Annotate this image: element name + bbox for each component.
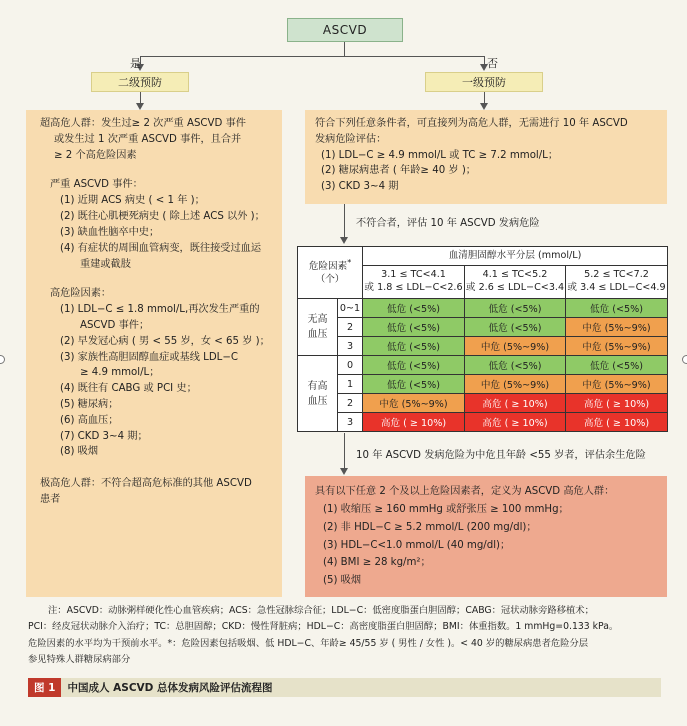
table-col-header: 4.1 ≤ TC<5.2 或 2.6 ≤ LDL−C<3.4 bbox=[465, 266, 566, 299]
left-line: (1) 近期 ACS 病史 ( < 1 年 )； bbox=[60, 195, 205, 207]
step2-text: 10 年 ASCVD 发病危险为中危且年龄 <55 岁者，评估余生危险 bbox=[356, 450, 646, 461]
table-corner-header: 危险因素* （个） bbox=[298, 247, 363, 299]
risk-cell: 低危 (<5%) bbox=[566, 299, 668, 318]
table-row bbox=[298, 413, 668, 432]
risk-factor-count: 2 bbox=[338, 318, 363, 337]
risk-factor-count: 3 bbox=[338, 337, 363, 356]
risk-cell: 高危 ( ≥ 10%) bbox=[566, 394, 668, 413]
connector-root bbox=[344, 42, 345, 56]
footnote bbox=[28, 603, 663, 668]
right-line: (3) CKD 3~4 期 bbox=[321, 181, 399, 193]
right-line: 发病危险评估： bbox=[315, 133, 387, 145]
red-line: (1) 收缩压 ≥ 160 mmHg 或舒张压 ≥ 100 mmHg； bbox=[323, 503, 569, 515]
red-line: (5) 吸烟 bbox=[323, 575, 362, 587]
red-line: (3) HDL−C<1.0 mmol/L (40 mg/dl)； bbox=[323, 539, 511, 551]
left-line: 高危险因素： bbox=[50, 288, 112, 300]
risk-cell: 低危 (<5%) bbox=[363, 356, 465, 375]
root-node: ASCVD bbox=[287, 18, 403, 42]
risk-factor-count: 1 bbox=[338, 375, 363, 394]
table-col-header: 3.1 ≤ TC<4.1 或 1.8 ≤ LDL−C<2.6 bbox=[363, 266, 465, 299]
connector-step1 bbox=[344, 204, 345, 240]
branch-no-label: 否 bbox=[487, 57, 498, 70]
left-line: (6) 高血压； bbox=[60, 414, 119, 426]
risk-cell: 低危 (<5%) bbox=[363, 318, 465, 337]
left-line: (7) CKD 3~4 期； bbox=[60, 430, 148, 442]
table-row bbox=[298, 394, 668, 413]
primary-prevention-header: 一级预防 bbox=[425, 72, 543, 92]
risk-cell: 低危 (<5%) bbox=[363, 375, 465, 394]
left-line: ≥ 2 个高危险因素 bbox=[54, 149, 137, 161]
right-line: (1) LDL−C ≥ 4.9 mmol/L 或 TC ≥ 7.2 mmol/L； bbox=[321, 149, 559, 161]
left-line: (8) 吸烟 bbox=[60, 446, 99, 458]
risk-cell: 高危 ( ≥ 10%) bbox=[566, 413, 668, 432]
risk-cell: 低危 (<5%) bbox=[363, 337, 465, 356]
risk-cell: 低危 (<5%) bbox=[465, 356, 566, 375]
risk-cell: 低危 (<5%) bbox=[363, 299, 465, 318]
risk-cell: 高危 ( ≥ 10%) bbox=[465, 413, 566, 432]
secondary-prevention-panel bbox=[26, 110, 282, 597]
primary-prevention-panel bbox=[305, 110, 667, 204]
left-margin-mark bbox=[0, 355, 5, 364]
secondary-prevention-header: 二级预防 bbox=[91, 72, 189, 92]
red-line: (4) BMI ≥ 28 kg/m²； bbox=[323, 557, 431, 569]
left-line: (5) 糖尿病； bbox=[60, 399, 119, 410]
risk-cell: 中危 (5%~9%) bbox=[566, 318, 668, 337]
note-line: PCI：经皮冠状动脉介入治疗；TC：总胆固醇；CKD：慢性肾脏病；HDL−C：高密度脂蛋白胆固醇；BMI：体重指数。1 mmHg=0.133 kPa。 bbox=[28, 621, 619, 633]
arrow-left-2-icon bbox=[136, 103, 144, 110]
group-label: 有高 血压 bbox=[298, 356, 338, 432]
arrow-step1-icon bbox=[340, 237, 348, 244]
left-line: 或发生过 1 次严重 ASCVD 事件，且合并 bbox=[54, 133, 242, 145]
table-span-header: 血清胆固醇水平分层 (mmol/L) bbox=[363, 247, 668, 266]
risk-cell: 中危 (5%~9%) bbox=[566, 375, 668, 394]
left-line: (3) 缺血性脑卒中史； bbox=[60, 226, 160, 238]
left-line: (4) 既往有 CABG 或 PCI 史； bbox=[60, 383, 197, 395]
risk-table-body bbox=[298, 299, 668, 432]
risk-factor-count: 2 bbox=[338, 394, 363, 413]
left-line: (3) 家族性高胆固醇血症或基线 LDL−C bbox=[60, 351, 239, 363]
left-line: 极高危人群：不符合超高危标准的其他 ASCVD bbox=[40, 478, 252, 490]
connector-horizontal bbox=[140, 56, 485, 57]
note-line: 注：ASCVD：动脉粥样硬化性心血管疾病；ACS：急性冠脉综合征；LDL−C：低密度脂蛋白胆固醇；CABG：冠状动脉旁路移植术； bbox=[48, 605, 594, 616]
table-row bbox=[298, 375, 668, 394]
arrow-right-2-icon bbox=[480, 103, 488, 110]
risk-cell: 中危 (5%~9%) bbox=[566, 337, 668, 356]
step1-text: 不符合者，评估 10 年 ASCVD 发病危险 bbox=[356, 218, 540, 229]
left-line: (1) LDL−C ≤ 1.8 mmol/L,再次发生严重的 bbox=[60, 304, 260, 316]
risk-factor-count: 0 bbox=[338, 356, 363, 375]
risk-factor-count: 3 bbox=[338, 413, 363, 432]
table-col-header: 5.2 ≤ TC<7.2 或 3.4 ≤ LDL−C<4.9 bbox=[566, 266, 668, 299]
risk-cell: 中危 (5%~9%) bbox=[465, 337, 566, 356]
table-row bbox=[298, 318, 668, 337]
red-line: (2) 非 HDL−C ≥ 5.2 mmol/L (200 mg/dl)； bbox=[323, 521, 537, 533]
risk-table bbox=[297, 246, 668, 432]
right-line: 符合下列任意条件者，可直接列为高危人群，无需进行 10 年 ASCVD bbox=[315, 118, 628, 129]
left-line: (4) 有症状的周围血管病变，既往接受过血运 bbox=[60, 242, 262, 254]
note-line: 参见特殊人群糖尿病部分 bbox=[28, 653, 131, 665]
branch-yes-label: 是 bbox=[130, 57, 141, 70]
high-risk-panel bbox=[305, 476, 667, 597]
note-line: 危险因素的水平均为干预前水平。*：危险因素包括吸烟、低 HDL−C、年龄≥ 45/55 岁 ( 男性 / 女性 )。< 40 岁的糖尿病患者危险分层 bbox=[28, 637, 589, 649]
risk-factor-count: 0~1 bbox=[338, 299, 363, 318]
red-line: 具有以下任意 2 个及以上危险因素者，定义为 ASCVD 高危人群： bbox=[315, 486, 615, 497]
left-line: 超高危人群：发生过≥ 2 次严重 ASCVD 事件 bbox=[40, 118, 246, 129]
right-margin-mark bbox=[682, 355, 687, 364]
left-line: 严重 ASCVD 事件： bbox=[50, 179, 143, 191]
left-line: 重建或截肢 bbox=[80, 258, 131, 270]
figure-label: 图 1 bbox=[28, 678, 61, 697]
left-line: ASCVD 事件； bbox=[80, 319, 150, 331]
risk-cell: 中危 (5%~9%) bbox=[363, 394, 465, 413]
left-line: (2) 既往心肌梗死病史 ( 除上述 ACS 以外 )； bbox=[60, 211, 265, 223]
risk-cell: 低危 (<5%) bbox=[465, 299, 566, 318]
risk-cell: 中危 (5%~9%) bbox=[465, 375, 566, 394]
risk-cell: 高危 ( ≥ 10%) bbox=[465, 394, 566, 413]
group-label: 无高 血压 bbox=[298, 299, 338, 356]
table-row bbox=[298, 299, 668, 318]
left-line: 患者 bbox=[40, 494, 61, 506]
risk-cell: 低危 (<5%) bbox=[566, 356, 668, 375]
arrow-step2-icon bbox=[340, 468, 348, 475]
connector-step2 bbox=[344, 433, 345, 471]
risk-cell: 高危 ( ≥ 10%) bbox=[363, 413, 465, 432]
right-line: (2) 糖尿病患者 ( 年龄≥ 40 岁 )； bbox=[321, 165, 476, 177]
left-line: ≥ 4.9 mmol/L； bbox=[80, 367, 160, 379]
table-row bbox=[298, 356, 668, 375]
risk-cell: 低危 (<5%) bbox=[465, 318, 566, 337]
table-row bbox=[298, 337, 668, 356]
figure-title: 中国成人 ASCVD 总体发病风险评估流程图 bbox=[67, 682, 273, 694]
left-line: (2) 早发冠心病 ( 男 < 55 岁，女 < 65 岁 )； bbox=[60, 335, 270, 347]
figure-caption bbox=[28, 678, 661, 697]
